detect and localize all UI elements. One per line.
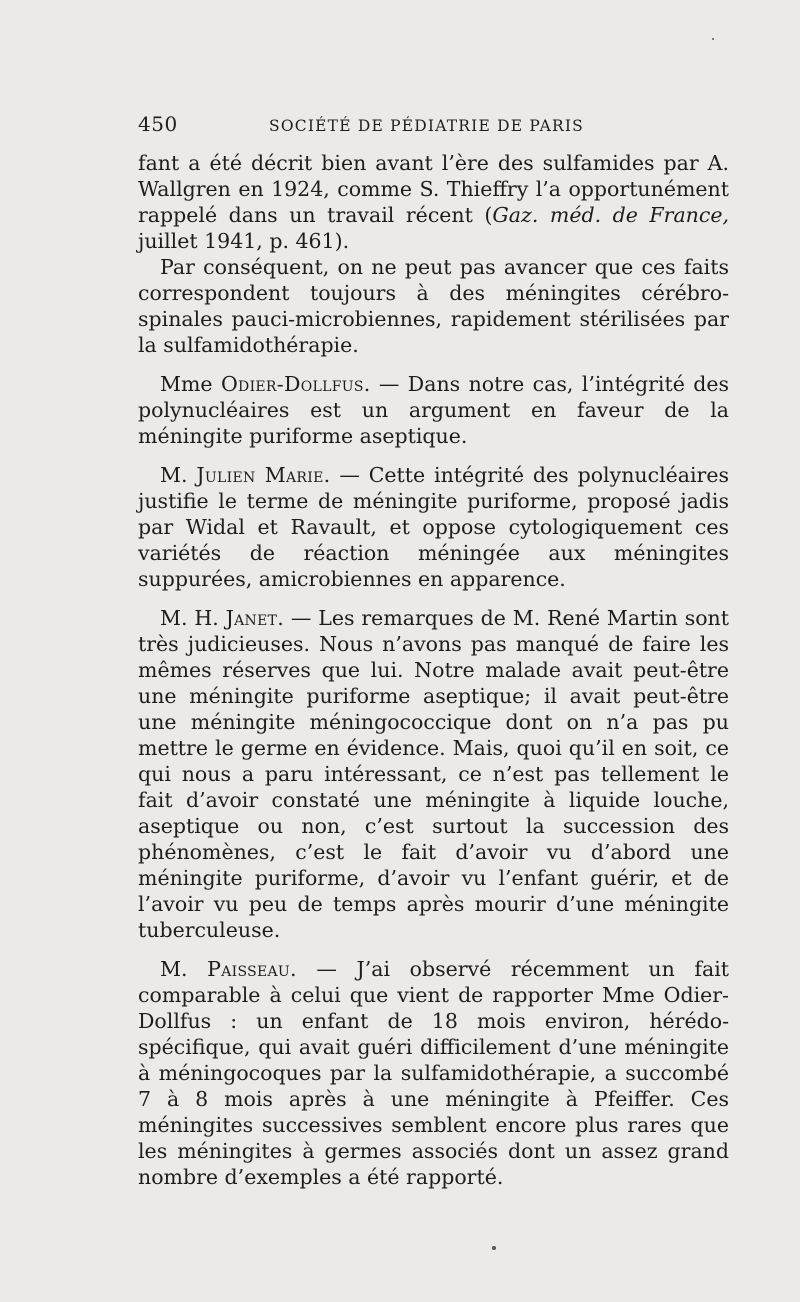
discussion-paragraph (138, 956, 729, 1190)
running-title: SOCIÉTÉ DE PÉDIATRIE DE PARIS (269, 117, 584, 135)
body-text (138, 150, 729, 1190)
paragraph-text: juillet 1941, p. 461). (138, 229, 350, 253)
speaker-name: Janet. (225, 606, 285, 630)
speaker-title: M. (160, 957, 208, 981)
speaker-title: Mme (160, 372, 221, 396)
paragraph-text: — J’ai observé récemment un fait comparable à celui que vient de rapporter Mme Odier-Dollfus : un enfant de 18 mois environ, hérédo-spécifique, qui avait guéri difficilement d’une méningite à méningocoques par la sulfamidothérapie, a succombé 7 à 8 mois après à une méningite à Pfeiffer. Ces méningites successives semblent encore plus rares que les méningites à germes associés dont un assez grand nombre d’exemples a été rapporté. (138, 957, 730, 1189)
speaker-title: M. (160, 463, 197, 487)
speaker-name: Paisseau. (207, 957, 297, 981)
journal-citation: Gaz. méd. de France, (492, 203, 729, 227)
paragraph (138, 254, 729, 358)
speaker-name: Julien Marie. (196, 463, 331, 487)
print-speck (492, 1246, 496, 1250)
paragraph-text: — Cette intégrité des polynucléaires justifie le terme de méningite puriforme, proposé jadis par Widal et Ravault, et oppose cytologiquement ces variétés de réaction méningée aux méningites suppurées, amicrobiennes en apparence. (138, 463, 730, 591)
page-header (138, 112, 584, 136)
speaker-name: Odier-Dollfus. (220, 372, 371, 396)
discussion-paragraph (138, 462, 729, 592)
paragraph-text: — Dans notre cas, l’intégrité des polynucléaires est un argument en faveur de la méningite puriforme aseptique. (138, 372, 729, 448)
paragraph-continuation (138, 150, 729, 254)
discussion-paragraph (138, 605, 729, 943)
paragraph-text: Par conséquent, on ne peut pas avancer que ces faits correspondent toujours à des méningites cérébro-spinales pauci-microbiennes, rapidement stérilisées par la sulfamidothérapie. (138, 255, 729, 357)
discussion-paragraph (138, 371, 729, 449)
print-speck (712, 38, 714, 40)
paragraph-text: fant a été décrit bien avant l’ère des sulfamides par A. Wallgren en 1924, comme S. Thieffry l’a opportunément rappelé dans un travail récent ( (138, 151, 729, 227)
speaker-title: M. H. (160, 606, 226, 630)
paragraph-text: — Les remarques de M. René Martin sont très judicieuses. Nous n’avons pas manqué de faire les mêmes réserves que lui. Notre malade avait peut-être une méningite puriforme aseptique; il avait peut-être une méningite méningococcique dont on n’a pas pu mettre le germe en évidence. Mais, quoi qu’il en soit, ce qui nous a paru intéressant, ce n’est pas tellement le fait d’avoir constaté une méningite à liquide louche, aseptique ou non, c’est surtout la succession des phénomènes, c’est le fait d’avoir vu d’abord une méningite puriforme, d’avoir vu l’enfant guérir, et de l’avoir vu peu de temps après mourir d’une méningite tuberculeuse. (138, 606, 729, 942)
page-number: 450 (138, 112, 178, 136)
